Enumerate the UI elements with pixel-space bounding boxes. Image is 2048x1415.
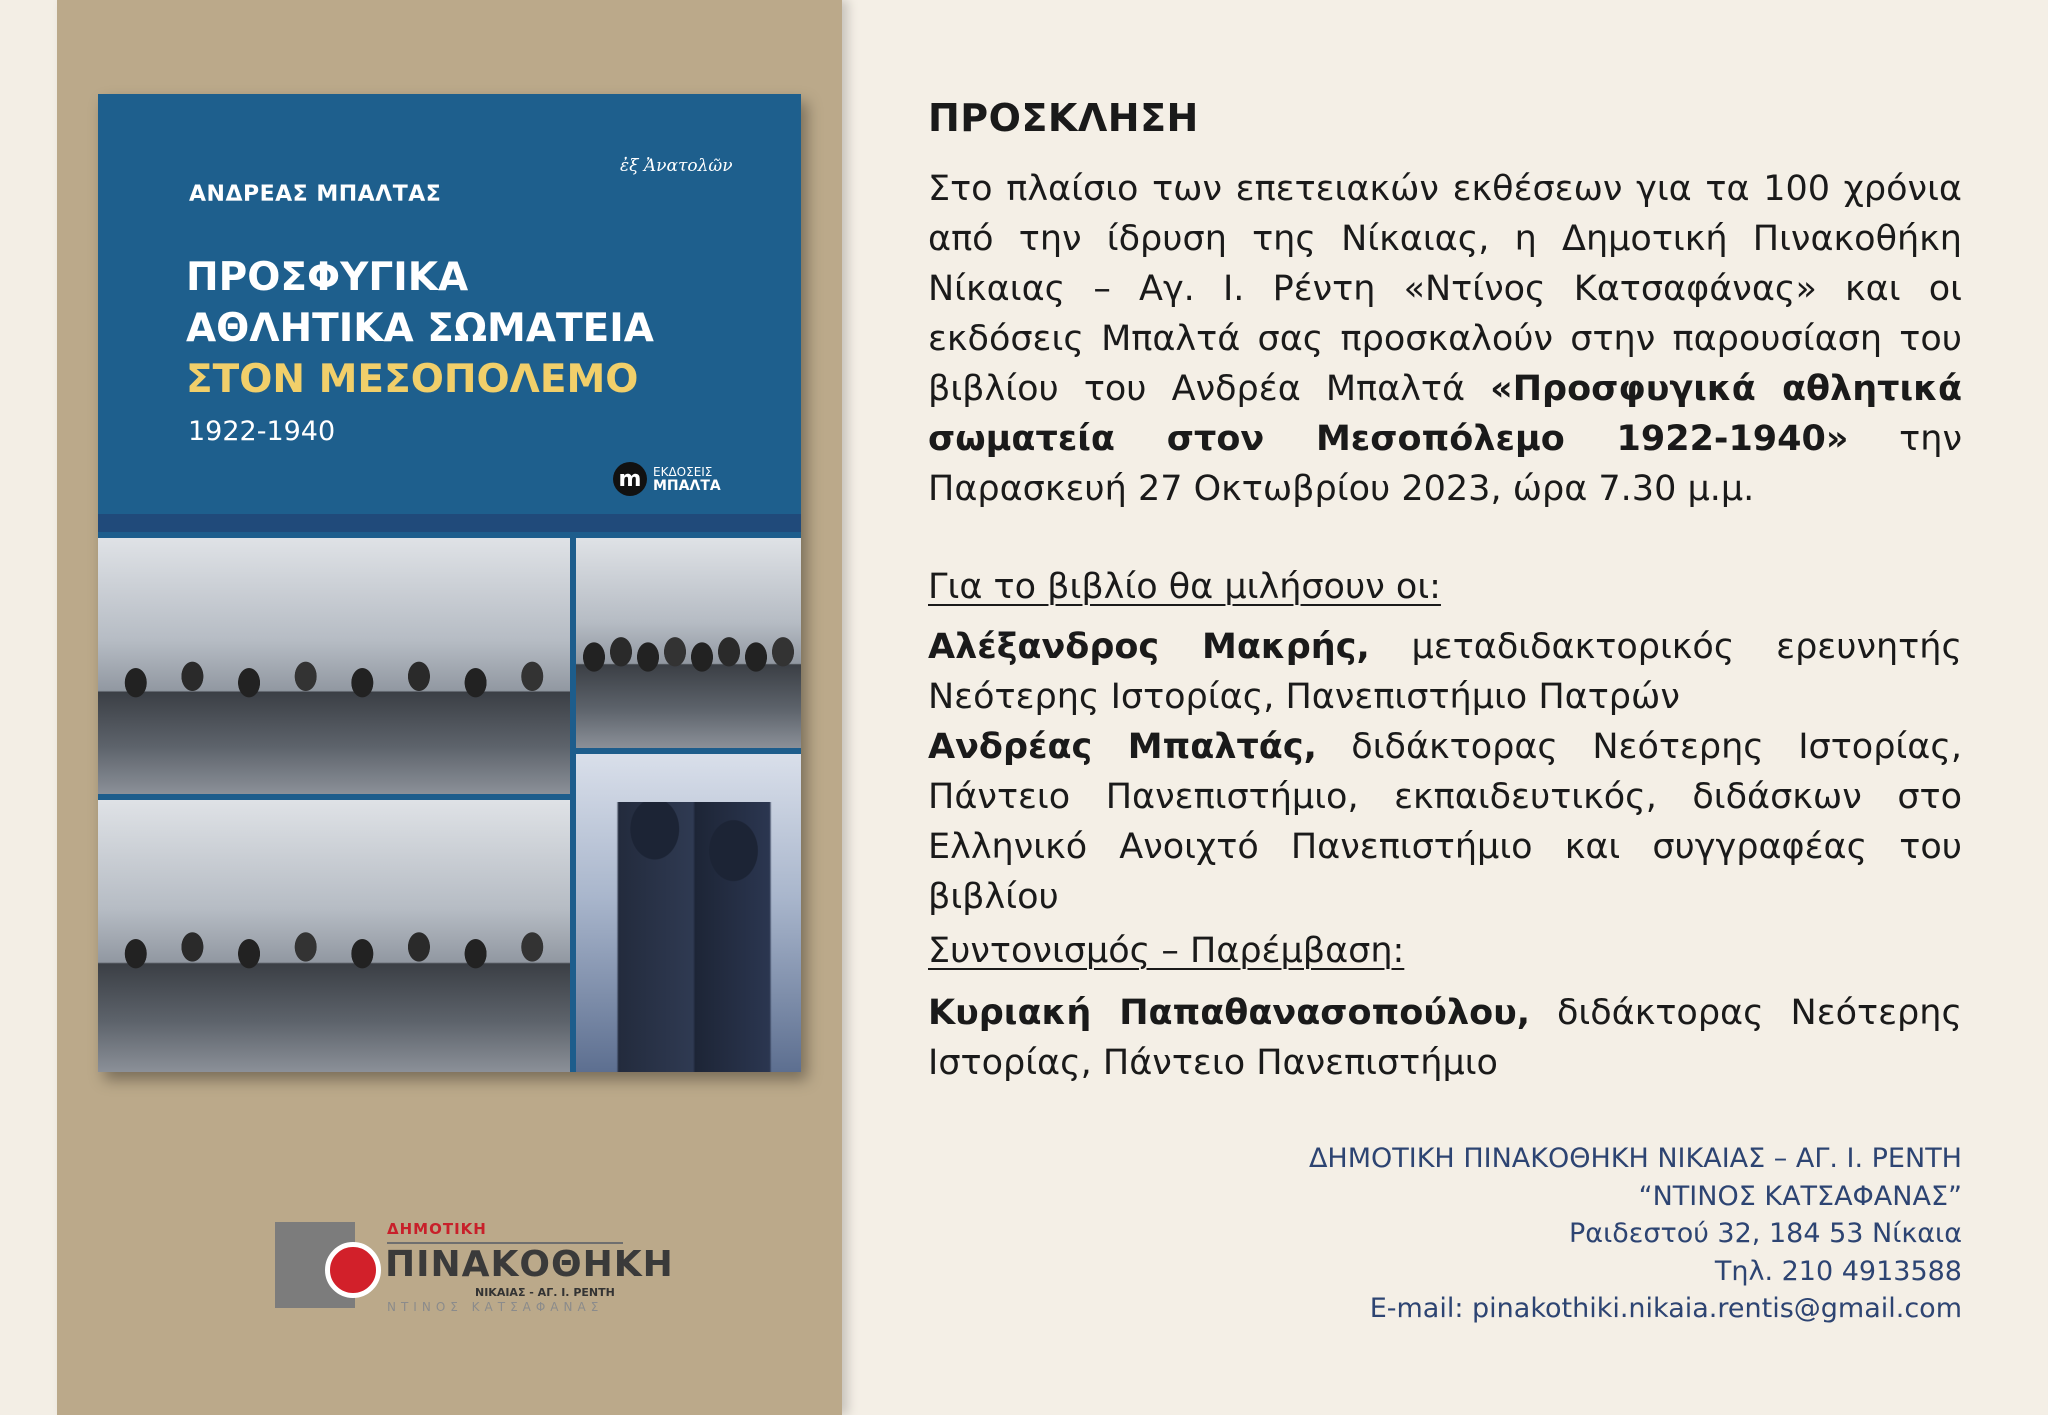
publisher-small-label: ΕΚΔΟΣΕΙΣ <box>653 465 713 479</box>
cover-photo-women <box>576 538 801 748</box>
book-imprint: ἐξ Ἀνατολῶν <box>620 156 733 176</box>
invitation-heading: ΠΡΟΣΚΛΗΣΗ <box>928 96 1199 140</box>
logo-sub-text: ΝΙΚΑΙΑΣ - ΑΓ. Ι. ΡΕΝΤΗ <box>475 1286 615 1299</box>
logo-circle-icon <box>325 1242 381 1298</box>
book-publisher-logo <box>613 462 721 496</box>
book-cover-band <box>98 514 801 532</box>
speaker-2-name: Ανδρέας Μπαλτάς, <box>928 727 1317 767</box>
contact-address: Ραιδεστού 32, 184 53 Νίκαια <box>1569 1218 1962 1249</box>
coordinator <box>928 988 1962 1088</box>
cover-photo-team-1 <box>98 538 570 794</box>
book-years: 1922-1940 <box>188 416 336 447</box>
event-date: την Παρασκευή 27 Οκτωβρίου 2023, ώρα 7.30 μ.μ. <box>928 419 1962 509</box>
contact-gallery-subname: “ΝΤΙΝΟΣ ΚΑΤΣΑΦΑΝΑΣ” <box>1638 1180 1962 1212</box>
invitation-intro <box>928 164 1962 514</box>
book-title-line-2: ΑΘΛΗΤΙΚΑ ΣΩΜΑΤΕΙΑ <box>186 306 654 351</box>
coordination-section <box>928 926 1962 976</box>
speaker-1 <box>928 622 1962 722</box>
speaker-2-desc: διδάκτορας Νεότερης Ιστορίας, Πάντειο Πανεπιστήμιο, εκπαιδευτικός, διδάσκων στο Ελληνικό Ανοιχτό Πανεπιστήμιο και συγγραφέας του βιβλίου <box>928 727 1962 917</box>
publisher-mark-icon: m <box>613 462 647 496</box>
coordination-heading: Συντονισμός – Παρέμβαση: <box>928 931 1405 971</box>
logo-top-text: ΔΗΜΟΤΙΚΗ <box>387 1220 487 1238</box>
speaker-2 <box>928 722 1962 922</box>
coordinator-name: Κυριακή Παπαθανασοπούλου, <box>928 993 1531 1033</box>
coordinator-desc: διδάκτορας Νεότερης Ιστορίας, Πάντειο Πανεπιστήμιο <box>928 993 1962 1083</box>
cover-photo-team-2 <box>98 800 570 1072</box>
logo-main-text: ΠΙΝΑΚΟΘΗΚΗ <box>385 1244 674 1285</box>
book-cover <box>98 94 801 1072</box>
book-title-line-3: ΣΤΟΝ ΜΕΣΟΠΟΛΕΜΟ <box>186 357 639 402</box>
left-margin <box>0 0 57 1415</box>
book-title <box>186 252 654 405</box>
contact-email[interactable]: E-mail: pinakothiki.nikaia.rentis@gmail.com <box>1369 1293 1962 1324</box>
publisher-name: ΜΠΑΛΤΑ <box>653 478 721 494</box>
book-author: ΑΝΔΡΕΑΣ ΜΠΑΛΤΑΣ <box>189 182 442 207</box>
speaker-1-desc: μεταδιδακτορικός ερευνητής Νεότερης Ιστορίας, Πανεπιστήμιο Πατρών <box>928 627 1962 717</box>
intro-text: Στο πλαίσιο των επετειακών εκθέσεων για τα 100 χρόνια από την ίδρυση της Νίκαιας, η Δημοτική Πινακοθήκη Νίκαιας – Αγ. Ι. Ρέντη «Ντίνος Κατσαφάνας» και οι εκδόσεις Μπαλτά σας προσκαλούν στην παρουσίαση του βιβλίου του Ανδρέα Μπαλτά <box>928 169 1962 409</box>
contact-phone: Τηλ. 210 4913588 <box>1714 1255 1962 1287</box>
logo-bottom-text: ΝΤΙΝΟΣ ΚΑΤΣΑΦΑΝΑΣ <box>387 1300 604 1314</box>
speakers-heading: Για το βιβλίο θα μιλήσουν οι: <box>928 567 1441 607</box>
book-title-line-1: ΠΡΟΣΦΥΓΙΚΑ <box>186 255 469 300</box>
speaker-1-name: Αλέξανδρος Μακρής, <box>928 627 1370 667</box>
gallery-logo <box>275 1220 674 1314</box>
contact-block <box>1309 1140 1962 1328</box>
cover-photo-players <box>576 754 801 1072</box>
contact-gallery-name: ΔΗΜΟΤΙΚΗ ΠΙΝΑΚΟΘΗΚΗ ΝΙΚΑΙΑΣ – ΑΓ. Ι. ΡΕΝΤΗ <box>1308 1143 1962 1174</box>
speakers-section <box>928 562 1962 612</box>
book-title-mention: «Προσφυγικά αθλητικά σωματεία στον Μεσοπόλεμο 1922-1940» <box>928 369 1962 459</box>
